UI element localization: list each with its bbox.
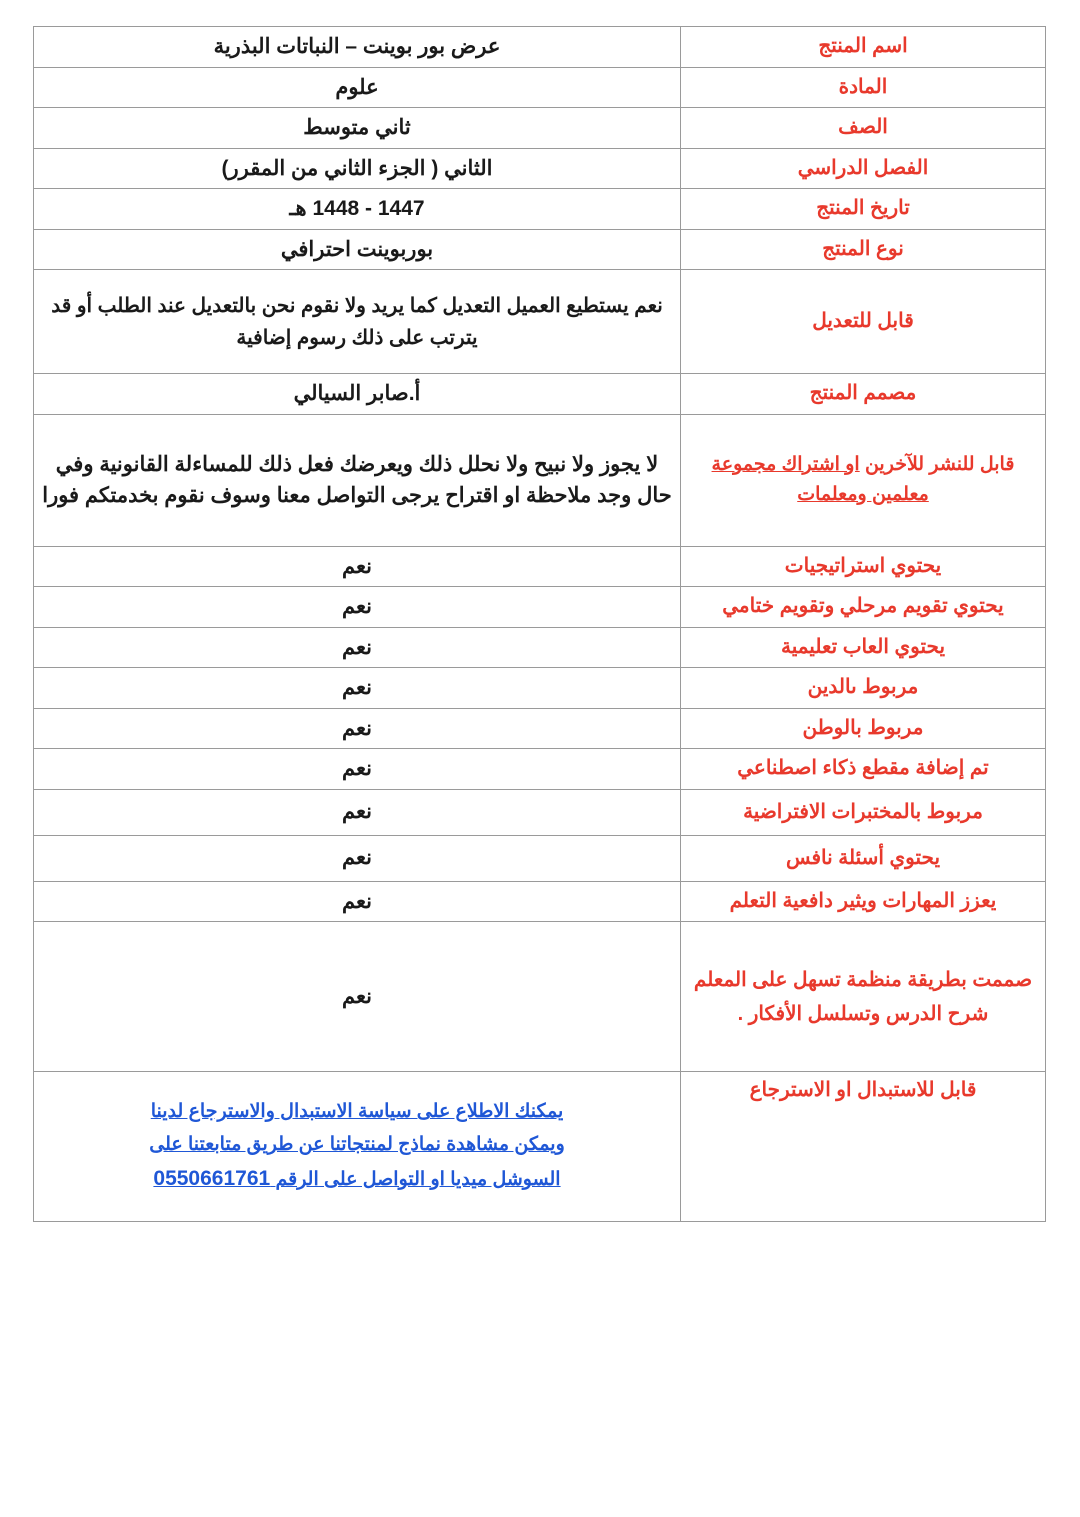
table-row xyxy=(34,67,1046,108)
row-value-nafes-questions: نعم xyxy=(34,835,681,881)
table-row xyxy=(34,881,1046,922)
row-value-sharing: لا يجوز ولا نبيح ولا نحلل ذلك ويعرضك فعل ذلك للمساءلة القانونية وفي حال وجد ملاحظة او اقتراح يرجى التواصل معنا وسوف نقوم بخدمتكم فورا xyxy=(34,414,681,546)
row-value-religion-link: نعم xyxy=(34,668,681,709)
row-value-product-name: عرض بور بوينت – النباتات البذرية xyxy=(34,27,681,68)
row-label-homeland-link: مربوط بالوطن xyxy=(681,708,1046,749)
row-label-product-name: اسم المنتج xyxy=(681,27,1046,68)
row-value-virtual-labs: نعم xyxy=(34,789,681,835)
table-row xyxy=(34,627,1046,668)
table-row xyxy=(34,749,1046,790)
row-value-term: الثاني ( الجزء الثاني من المقرر) xyxy=(34,148,681,189)
row-value-strategies: نعم xyxy=(34,546,681,587)
row-value-ai-clip: نعم xyxy=(34,749,681,790)
row-value-date: 1447 - 1448 هـ xyxy=(34,189,681,230)
row-value-product-type: بوربوينت احترافي xyxy=(34,229,681,270)
row-label-religion-link: مربوط ىالدين xyxy=(681,668,1046,709)
row-label-strategies: يحتوي استراتيجيات xyxy=(681,546,1046,587)
row-value-homeland-link: نعم xyxy=(34,708,681,749)
row-label-sharing xyxy=(681,414,1046,546)
table-row xyxy=(34,922,1046,1072)
row-value-grade: ثاني متوسط xyxy=(34,108,681,149)
return-policy-line3-text: السوشل ميديا او التواصل على الرقم xyxy=(275,1168,561,1190)
row-label-nafes-questions: يحتوي أسئلة نافس xyxy=(681,835,1046,881)
row-value-games: نعم xyxy=(34,627,681,668)
row-label-grade: الصف xyxy=(681,108,1046,149)
table-row xyxy=(34,374,1046,415)
table-row xyxy=(34,587,1046,628)
row-label-virtual-labs: مربوط بالمختبرات الافتراضية xyxy=(681,789,1046,835)
table-row xyxy=(34,546,1046,587)
row-label-games: يحتوي العاب تعليمية xyxy=(681,627,1046,668)
return-policy-link-line1[interactable]: يمكنك الاطلاع على سياسة الاستبدال والاسترجاع لدينا xyxy=(150,1101,564,1123)
table-row xyxy=(34,27,1046,68)
row-value-designer: أ.صابر السيالي xyxy=(34,374,681,415)
row-label-return-policy: قابل للاستبدال او الاسترجاع xyxy=(681,1072,1046,1222)
row-value-skills-motivation: نعم xyxy=(34,881,681,922)
return-policy-link-line3[interactable] xyxy=(42,1161,672,1197)
table-row xyxy=(34,789,1046,835)
table-row xyxy=(34,414,1046,546)
table-row xyxy=(34,1072,1046,1222)
row-label-assessment: يحتوي تقويم مرحلي وتقويم ختامي xyxy=(681,587,1046,628)
return-policy-link-line2[interactable]: ويمكن مشاهدة نماذج لمنتجاتنا عن طريق متابعتنا على xyxy=(149,1133,565,1155)
sharing-label-part1: قابل للنشر للآخرين xyxy=(859,453,1015,475)
row-value-return-policy xyxy=(34,1072,681,1222)
table-row xyxy=(34,108,1046,149)
row-value-organized-design: نعم xyxy=(34,922,681,1072)
row-label-product-type: نوع المنتج xyxy=(681,229,1046,270)
row-value-assessment: نعم xyxy=(34,587,681,628)
row-label-organized-design: صممت بطريقة منظمة تسهل على المعلم شرح الدرس وتسلسل الأفكار . xyxy=(681,922,1046,1072)
table-row xyxy=(34,189,1046,230)
table-row xyxy=(34,708,1046,749)
table-row xyxy=(34,270,1046,374)
table-row xyxy=(34,229,1046,270)
row-label-term: الفصل الدراسي xyxy=(681,148,1046,189)
row-label-skills-motivation: يعزز المهارات ويثير دافعية التعلم xyxy=(681,881,1046,922)
table-row xyxy=(34,668,1046,709)
row-label-ai-clip: تم إضافة مقطع ذكاء اصطناعي xyxy=(681,749,1046,790)
contact-phone-number[interactable]: 0550661761 xyxy=(153,1166,271,1190)
row-value-subject: علوم xyxy=(34,67,681,108)
row-label-editable: قابل للتعديل xyxy=(681,270,1046,374)
sharing-label-part2: او اشتراك مجموعة معلمين ومعلمات xyxy=(711,453,929,505)
product-info-table xyxy=(33,26,1046,1222)
row-value-editable: نعم يستطيع العميل التعديل كما يريد ولا نقوم نحن بالتعديل عند الطلب أو قد يترتب على ذلك رسوم إضافية xyxy=(34,270,681,374)
table-row xyxy=(34,148,1046,189)
table-row xyxy=(34,835,1046,881)
row-label-designer: مصمم المنتج xyxy=(681,374,1046,415)
row-label-subject: المادة xyxy=(681,67,1046,108)
row-label-date: تاريخ المنتج xyxy=(681,189,1046,230)
